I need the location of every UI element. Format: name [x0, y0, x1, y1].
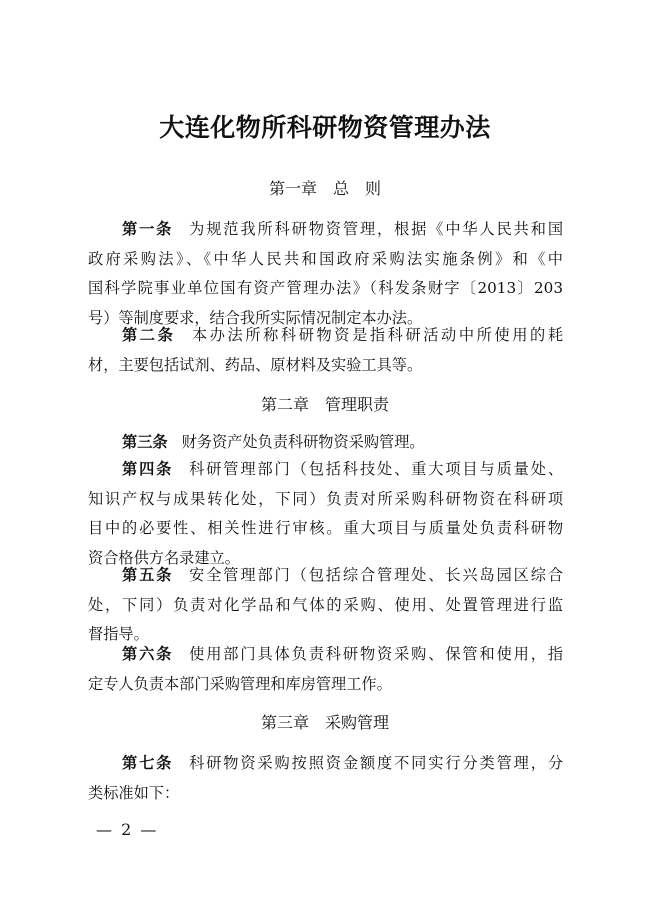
page-number: — 2 — — [96, 820, 159, 839]
document-title: 大连化物所科研物资管理办法 — [159, 113, 491, 142]
chapter-heading-2 — [0, 392, 650, 418]
article-text: 类标准如下： — [88, 783, 180, 802]
chapter-heading-1 — [0, 176, 650, 202]
article-label: 第二条 — [122, 326, 176, 344]
article-text: 为规范我所科研物资管理，根据《中华人民共和国 — [187, 220, 563, 238]
article-text: 政府采购法》、《中华人民共和国政府采购法实施条例》和《中 — [88, 249, 563, 268]
chapter-name: 总 则 — [333, 179, 382, 198]
article-text: 科研物资采购按照资金额度不同实行分类管理，分 — [187, 754, 563, 772]
article-text: 定专人负责本部门采购管理和库房管理工作。 — [88, 674, 392, 693]
article-label: 第一条 — [122, 220, 174, 238]
article-label: 第三条 — [122, 433, 168, 451]
article-text: 财务资产处负责科研物资采购管理。 — [181, 433, 425, 451]
chapter-label: 第三章 — [260, 713, 309, 732]
article-text: 目中的必要性、相关性进行审核。重大项目与质量处负责科研物 — [88, 519, 563, 537]
article-text: 使用部门具体负责科研物资采购、保管和使用，指 — [187, 645, 563, 663]
article-text: 督指导。 — [88, 625, 149, 643]
article-text: 号）等制度要求，结合我所实际情况制定本办法。 — [88, 308, 423, 327]
article-label: 第四条 — [122, 460, 174, 478]
article-text: 材，主要包括试剂、药品、原材料及实验工具等。 — [88, 355, 423, 374]
chapter-name: 采购管理 — [325, 713, 390, 732]
article-label: 第五条 — [122, 566, 174, 584]
article-text: 国科学院事业单位国有资产管理办法》（科发条财字〔2013〕203 — [88, 279, 563, 297]
chapter-label: 第一章 — [268, 179, 317, 198]
article-label: 第六条 — [122, 645, 174, 663]
chapter-name: 管理职责 — [325, 395, 390, 414]
chapter-heading-3 — [0, 710, 650, 736]
article-label: 第七条 — [122, 754, 174, 772]
article-6 — [88, 640, 563, 699]
article-7 — [88, 749, 563, 808]
article-text: 本办法所称科研物资是指科研活动中所使用的耗 — [189, 326, 563, 344]
chapter-label: 第二章 — [260, 395, 309, 414]
article-text: 处，下同）负责对化学品和气体的采购、使用、处置管理进行监 — [88, 595, 563, 614]
article-2 — [88, 321, 563, 380]
article-text: 安全管理部门（包括综合管理处、长兴岛园区综合 — [187, 566, 563, 584]
article-text: 知识产权与成果转化处，下同）负责对所采购科研物资在科研项 — [88, 489, 563, 508]
article-5 — [88, 561, 563, 650]
article-text: 科研管理部门（包括科技处、重大项目与质量处、 — [187, 460, 563, 478]
article-4 — [88, 455, 563, 573]
article-text: 资合格供方名录建立。 — [88, 548, 240, 567]
article-1 — [88, 215, 563, 333]
article-3 — [88, 428, 563, 458]
